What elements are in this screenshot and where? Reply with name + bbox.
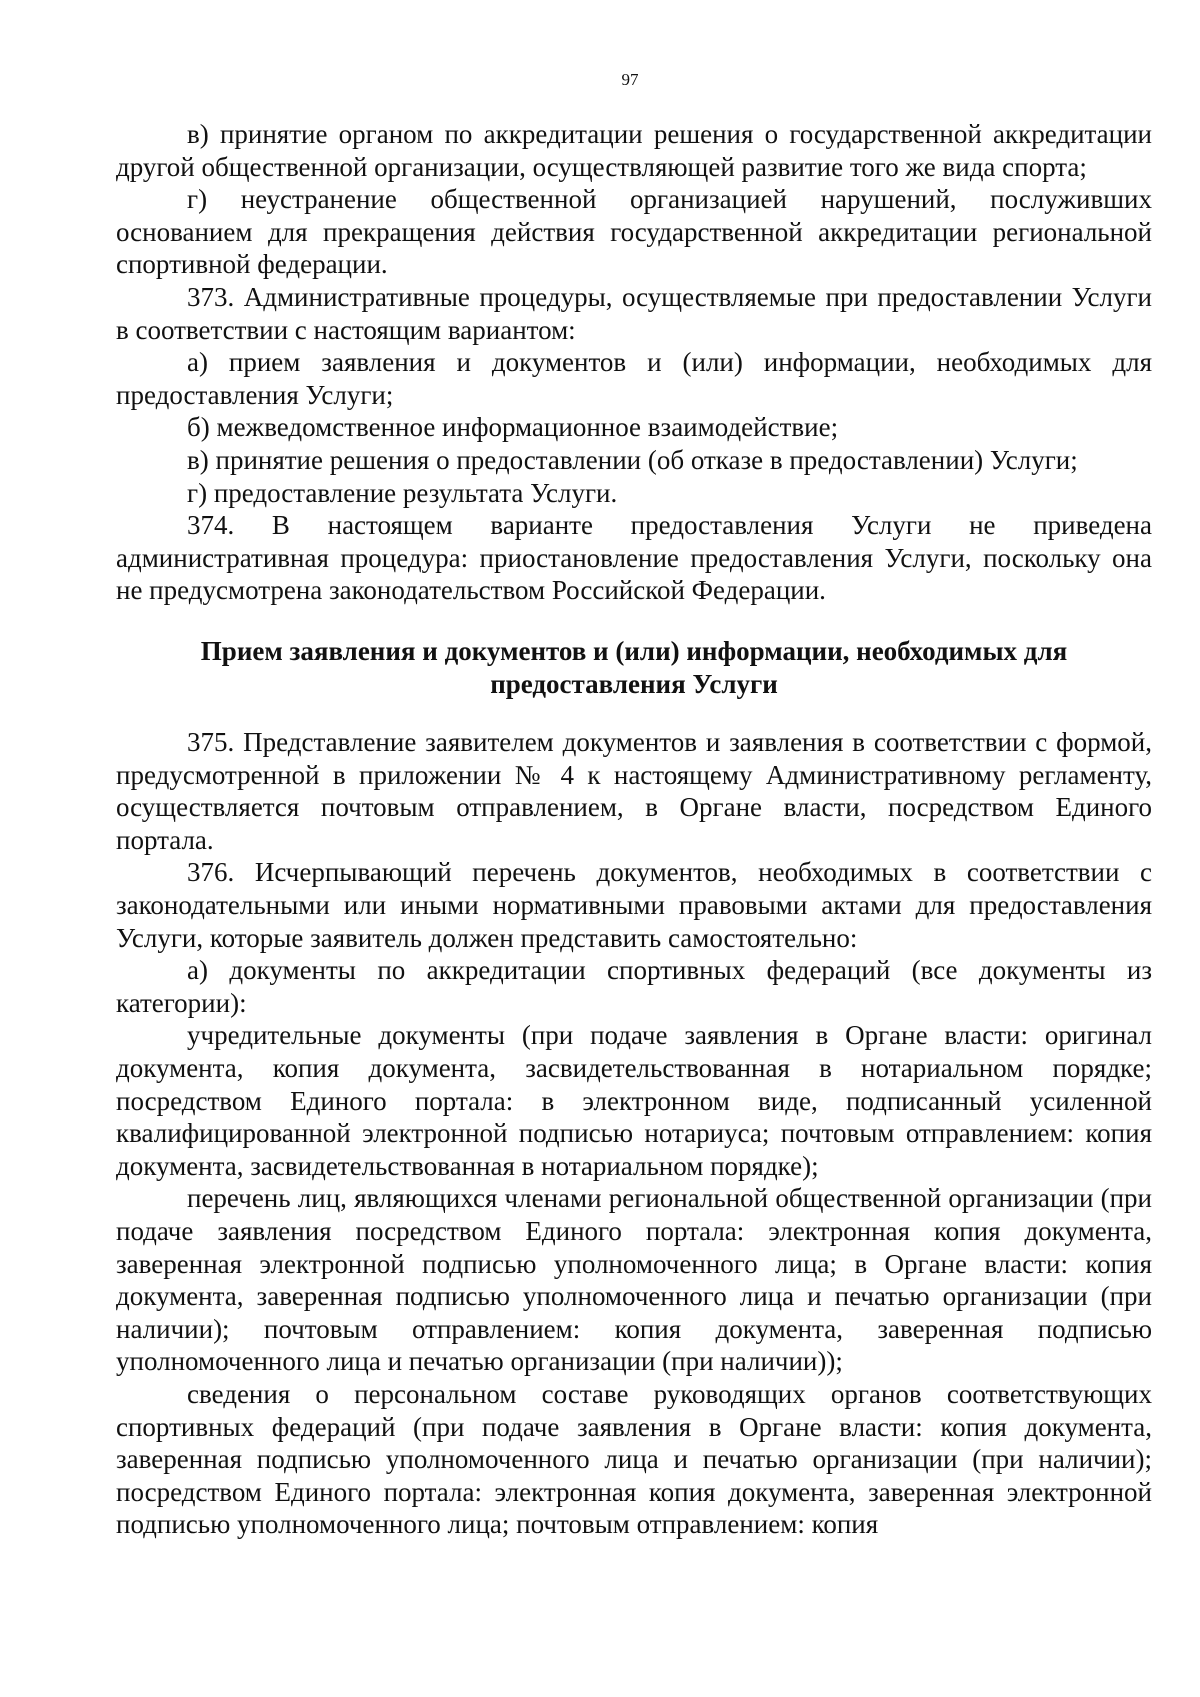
paragraph: 373. Административные процедуры, осуществляемые при предоставлении Услуги в соответствии с настоящим вариантом: xyxy=(116,281,1152,345)
page-number: 97 xyxy=(621,70,639,89)
paragraph: б) межведомственное информационное взаимодействие; xyxy=(187,412,839,443)
section-heading: Прием заявления и документов и (или) информации, необходимых для предоставления Услуги xyxy=(200,635,1068,699)
paragraph: а) документы по аккредитации спортивных федераций (все документы из категории): xyxy=(116,955,1152,1018)
paragraph: сведения о персональном составе руководящих органов соответствующих спортивных федераций (при подаче заявления в Органе власти: копия документа, заверенная подписью уполномоченного лица и печатью организации (при наличии); посредством Единого портала: электронная копия документа, заверенная электронной подписью уполномоченного лица; почтовым отправлением: копия xyxy=(116,1378,1152,1540)
paragraph: 374. В настоящем варианте предоставления Услуги не приведена административная процедура: приостановление предоставления Услуги, поскольку она не предусмотрена законодательством Российской Федерации. xyxy=(116,510,1152,606)
paragraph: учредительные документы (при подаче заявления в Органе власти: оригинал документа, копия документа, засвидетельствованная в нотариальном порядке; посредством Единого портала: в электронном виде, подписанный усиленной квалифицированной электронной подписью нотариуса; почтовым отправлением: копия документа, засвидетельствованная в нотариальном порядке); xyxy=(116,1020,1152,1181)
paragraph: г) предоставление результата Услуги. xyxy=(187,477,618,508)
paragraph: 375. Представление заявителем документов и заявления в соответствии с формой, предусмотренной в приложении № 4 к настоящему Административному регламенту, осуществляется почтовым отправлением, в Органе власти, посредством Единого портала. xyxy=(116,727,1152,855)
paragraph: 376. Исчерпывающий перечень документов, необходимых в соответствии с законодательными или иными нормативными правовыми актами для предоставления Услуги, которые заявитель должен представить самостоятельно: xyxy=(116,857,1152,953)
paragraph: перечень лиц, являющихся членами региональной общественной организации (при подаче заявления посредством Единого портала: электронная копия документа, заверенная электронной подписью уполномоченного лица; в Органе власти: копия документа, заверенная подписью уполномоченного лица и печатью организации (при наличии); почтовым отправлением: копия документа, заверенная подписью уполномоченного лица и печатью организации (при наличии)); xyxy=(116,1183,1152,1377)
paragraph: в) принятие решения о предоставлении (об отказе в предоставлении) Услуги; xyxy=(187,444,1078,475)
paragraph: в) принятие органом по аккредитации решения о государственной аккредитации другой общественной организации, осуществляющей развитие того же вида спорта; xyxy=(116,119,1152,182)
paragraph: а) прием заявления и документов и (или) информации, необходимых для предоставления Услуги; xyxy=(116,347,1152,410)
page-content xyxy=(116,118,1152,1541)
paragraph: г) неустранение общественной организацией нарушений, послуживших основанием для прекращения действия государственной аккредитации региональной спортивной федерации. xyxy=(116,184,1152,280)
